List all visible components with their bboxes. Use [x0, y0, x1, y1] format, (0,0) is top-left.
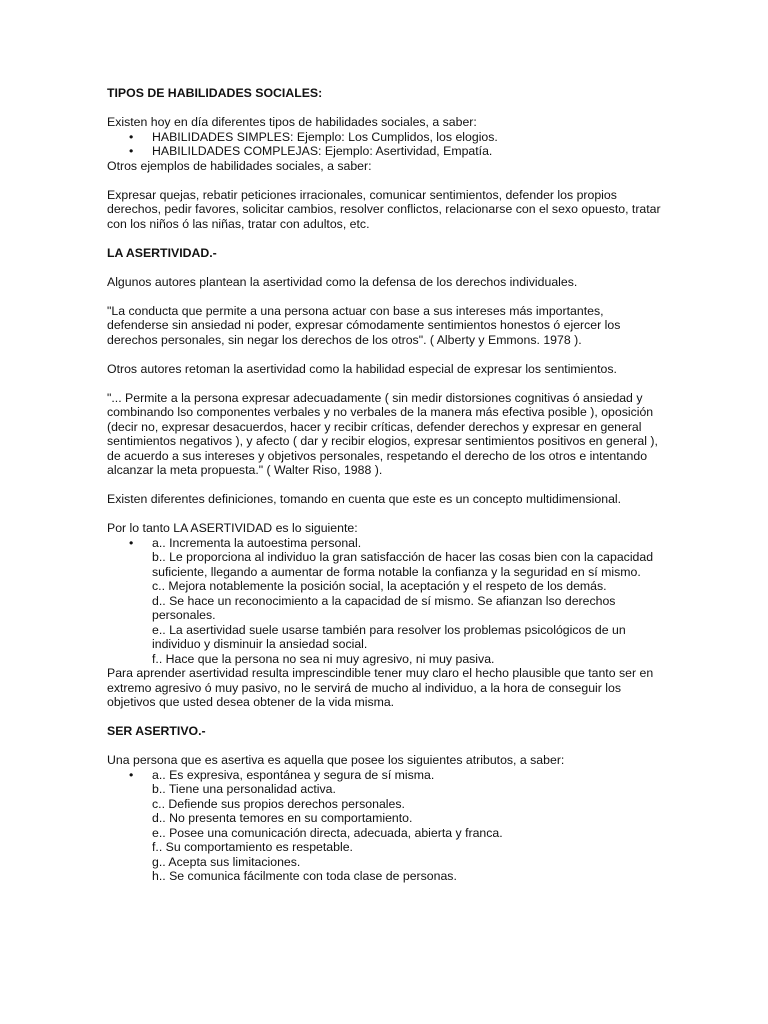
bullet-icon: •	[129, 144, 134, 158]
list-item: e.. Posee una comunicación directa, adecuada, abierta y franca.	[152, 825, 503, 840]
list-item: b.. Tiene una personalidad activa.	[152, 782, 336, 796]
bullet-icon: •	[129, 129, 134, 144]
list-item: h.. Se comunica fácilmente con toda clase de personas.	[152, 869, 457, 883]
paragraph: Para aprender asertividad resulta imprescindible tener muy claro el hecho plausible que tanto ser en extremo agresivo ó muy pasivo, no le servirá de mucho al individuo, a la hora de conseguir los objetivos que usted desea obtener de la vida misma.	[107, 666, 654, 709]
examples-paragraph: Expresar quejas, rebatir peticiones irracionales, comunicar sentimientos, defender los propios derechos, pedir favores, solicitar cambios, resolver conflictos, relacionarse con el sexo opuesto, tratar con los niños ó las niñas, tratar con adultos, etc.	[107, 187, 661, 231]
asertividad-list	[107, 536, 667, 667]
others-paragraph: Otros ejemplos de habilidades sociales, a saber:	[107, 158, 372, 173]
heading-asertividad: LA ASERTIVIDAD.-	[107, 245, 217, 260]
list-item: d.. Se hace un reconocimiento a la capacidad de sí mismo. Se afianzan lso derechos personales.	[152, 593, 616, 622]
paragraph: Por lo tanto LA ASERTIVIDAD es lo siguiente:	[107, 521, 358, 535]
list-item: • HABILIDADES SIMPLES: Ejemplo: Los Cumplidos, los elogios.	[129, 129, 498, 144]
document-page	[107, 86, 667, 884]
heading-ser-asertivo: SER ASERTIVO.-	[107, 724, 206, 738]
list-item: g.. Acepta sus limitaciones.	[152, 854, 301, 869]
habilidades-list	[107, 130, 667, 159]
list-item: c.. Defiende sus propios derechos personales.	[152, 796, 405, 811]
atributos-list	[107, 768, 667, 884]
intro-paragraph: Existen hoy en día diferentes tipos de habilidades sociales, a saber:	[107, 115, 477, 129]
list-item: e.. La asertividad suele usarse también para resolver los problemas psicológicos de un individuo y disminuir la ansiedad social.	[152, 622, 626, 651]
list-item: f.. Hace que la persona no sea ni muy agresivo, ni muy pasiva.	[152, 651, 495, 666]
paragraph: Existen diferentes definiciones, tomando en cuenta que este es un concepto multidimensional.	[107, 492, 622, 506]
list-item: f.. Su comportamiento es respetable.	[152, 840, 353, 854]
list-item: a.. Incrementa la autoestima personal.	[152, 535, 362, 550]
list-item: • HABILILDADES COMPLEJAS: Ejemplo: Asertividad, Empatía.	[129, 144, 493, 158]
list-item: b.. Le proporciona al individuo la gran satisfacción de hacer las cosas bien con la capacidad suficiente, llegando a aumentar de forma notable la confianza y la seguridad en sí mismo.	[152, 550, 654, 579]
list-item: c.. Mejora notablemente la posición social, la aceptación y el respeto de los demás.	[152, 579, 607, 593]
quote-riso: "... Permite a la persona expresar adecuadamente ( sin medir distorsiones cognitivas ó ansiedad y combinando lso componentes verbales y no verbales de la manera más efectiva posible ), oposición (decir no, expresar desacuerdos, hacer y recibir críticas, defender derechos y expresar en general sentimientos negativos ), y afecto ( dar y recibir elogios, expresar sentimientos positivos en general ), de acuerdo a sus intereses y objetivos personales, respetando el derecho de los otros e intentando alcanzar la meta propuesta." ( Walter Riso, 1988 ).	[107, 390, 658, 477]
heading-tipos-habilidades: TIPOS DE HABILIDADES SOCIALES:	[107, 86, 323, 100]
list-item: d.. No presenta temores en su comportamiento.	[152, 811, 413, 825]
paragraph: Una persona que es asertiva es aquella que posee los siguientes atributos, a saber:	[107, 753, 565, 767]
quote-alberty: "La conducta que permite a una persona actuar con base a sus intereses más importantes, defenderse sin ansiedad ni poder, expresar cómodamente sentimientos honestos ó ejercer los derechos personales, sin negar los derechos de los otros". ( Alberty y Emmons. 1978 ).	[107, 303, 621, 347]
paragraph: Algunos autores plantean la asertividad como la defensa de los derechos individuales.	[107, 274, 578, 289]
paragraph: Otros autores retoman la asertividad como la habilidad especial de expresar los sentimientos.	[107, 361, 617, 376]
bullet-icon: •	[129, 767, 134, 782]
bullet-icon: •	[129, 535, 134, 550]
list-item: a.. Es expresiva, espontánea y segura de sí misma.	[152, 767, 435, 782]
